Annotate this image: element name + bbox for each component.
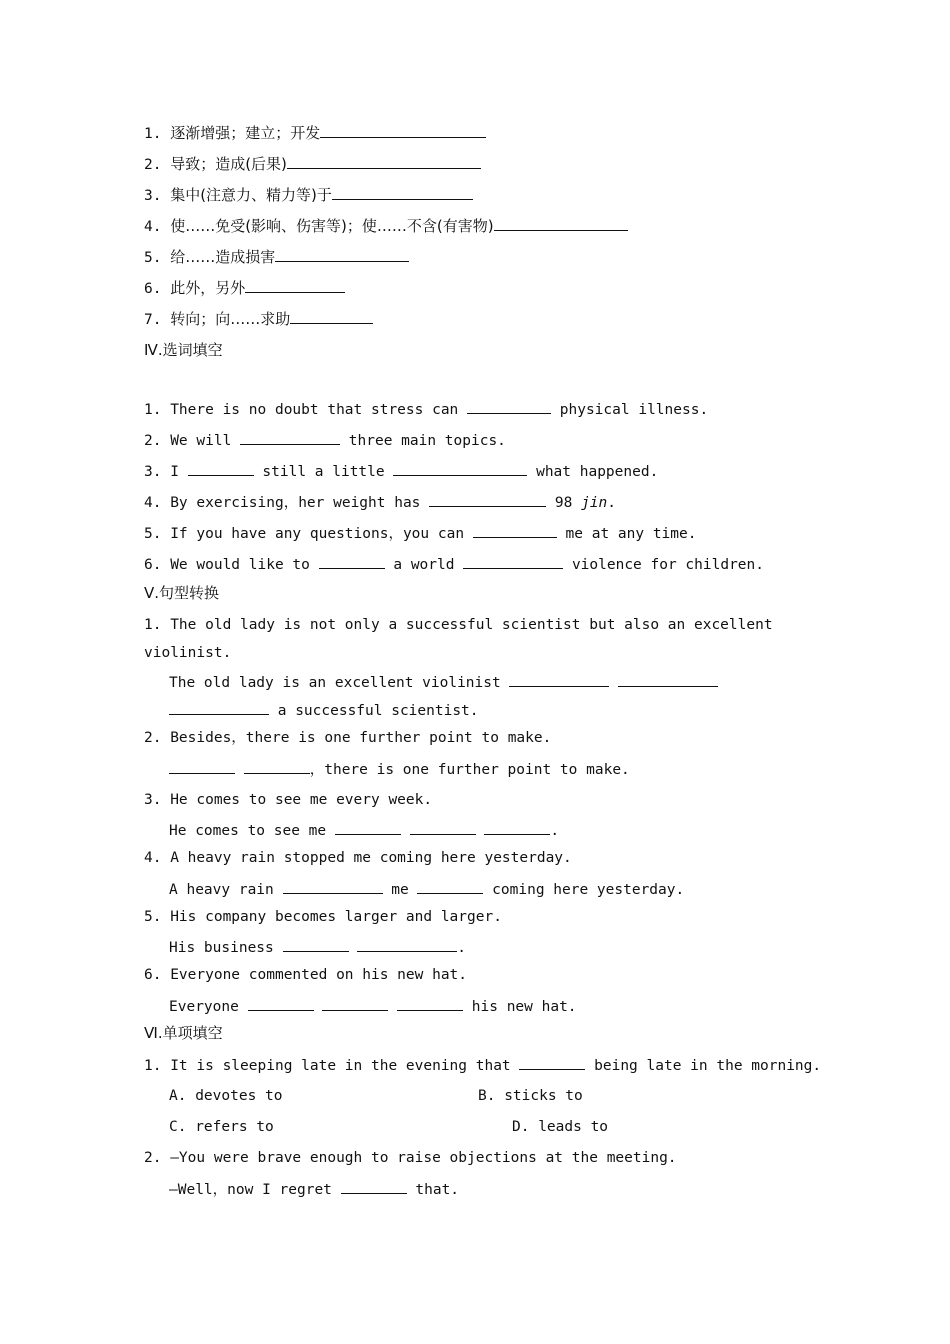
answer-blank[interactable] [244,759,310,774]
answer-blank[interactable] [188,461,254,476]
section-heading: Ⅵ.单项填空 [144,1024,223,1042]
option-c[interactable]: C. refers to [169,1119,274,1135]
rewrite-line: The old lady is an excellent violinist [169,672,718,693]
phrase-item-7: 7. 转向；向……求助 [144,309,373,330]
phrase-item-4: 4. 使……免受(影响、伤害等)；使……不含(有害物) [144,216,628,237]
option-d[interactable]: D. leads to [512,1119,609,1135]
answer-blank[interactable] [410,820,476,835]
answer-blank[interactable] [463,554,563,569]
answer-blank[interactable] [240,430,340,445]
answer-blank[interactable] [494,216,628,231]
answer-blank[interactable] [169,759,235,774]
phrase-item-5: 5. 给……造成损害 [144,247,409,268]
rewrite-line: He comes to see me . [169,820,559,841]
question-continuation: violinist. [144,645,232,661]
option-a[interactable]: A. devotes to [169,1088,283,1104]
question-item: 3. I still a little what happened. [144,461,658,482]
section-heading: Ⅳ.选词填空 [144,341,223,359]
question-item: 1. The old lady is not only a successful scientist but also an excellent [144,617,773,633]
answer-blank[interactable] [319,554,385,569]
rewrite-line: His business . [169,937,466,958]
question-item: 2. We will three main topics. [144,430,506,451]
question-item: 4. A heavy rain stopped me coming here yesterday. [144,850,572,866]
answer-blank[interactable] [275,247,409,262]
rewrite-line: Everyone his new hat. [169,996,577,1017]
section-heading: Ⅴ.句型转换 [144,584,220,602]
phrase-item-6: 6. 此外，另外 [144,278,345,299]
answer-blank[interactable] [290,309,373,324]
answer-blank[interactable] [335,820,401,835]
option-b[interactable]: B. sticks to [478,1088,583,1104]
question-item: 1. There is no doubt that stress can physical illness. [144,399,708,420]
question-item: 2. —You were brave enough to raise objections at the meeting. [144,1150,677,1166]
dialogue-line: —Well，now I regret that. [169,1179,459,1200]
answer-blank[interactable] [397,996,463,1011]
phrase-item-3: 3. 集中(注意力、精力等)于 [144,185,473,206]
answer-blank[interactable] [332,185,473,200]
answer-blank[interactable] [287,154,481,169]
question-item: 1. It is sleeping late in the evening that being late in the morning. [144,1055,821,1076]
answer-blank[interactable] [429,492,546,507]
answer-blank[interactable] [519,1055,585,1070]
question-item: 5. If you have any questions，you can me at any time. [144,523,696,544]
phrase-item-2: 2. 导致；造成(后果) [144,154,481,175]
answer-blank[interactable] [245,278,345,293]
answer-blank[interactable] [283,937,349,952]
answer-blank[interactable] [473,523,557,538]
answer-blank[interactable] [341,1179,407,1194]
answer-blank[interactable] [509,672,609,687]
question-item: 2. Besides，there is one further point to make. [144,730,552,746]
question-item: 5. His company becomes larger and larger. [144,909,502,925]
rewrite-line: a successful scientist. [169,700,479,721]
answer-blank[interactable] [357,937,457,952]
answer-blank[interactable] [618,672,718,687]
answer-blank[interactable] [320,123,486,138]
phrase-item-1: 1. 逐渐增强；建立；开发 [144,123,486,144]
rewrite-line: ，there is one further point to make. [169,759,630,780]
answer-blank[interactable] [283,879,383,894]
question-item: 6. We would like to a world violence for children. [144,554,764,575]
answer-blank[interactable] [467,399,551,414]
rewrite-line: A heavy rain me coming here yesterday. [169,879,684,900]
question-item: 6. Everyone commented on his new hat. [144,967,468,983]
answer-blank[interactable] [169,700,269,715]
question-item: 4. By exercising，her weight has 98 jin. [144,492,616,513]
question-item: 3. He comes to see me every week. [144,792,433,808]
answer-blank[interactable] [484,820,550,835]
answer-blank[interactable] [322,996,388,1011]
answer-blank[interactable] [417,879,483,894]
answer-blank[interactable] [393,461,527,476]
answer-blank[interactable] [248,996,314,1011]
